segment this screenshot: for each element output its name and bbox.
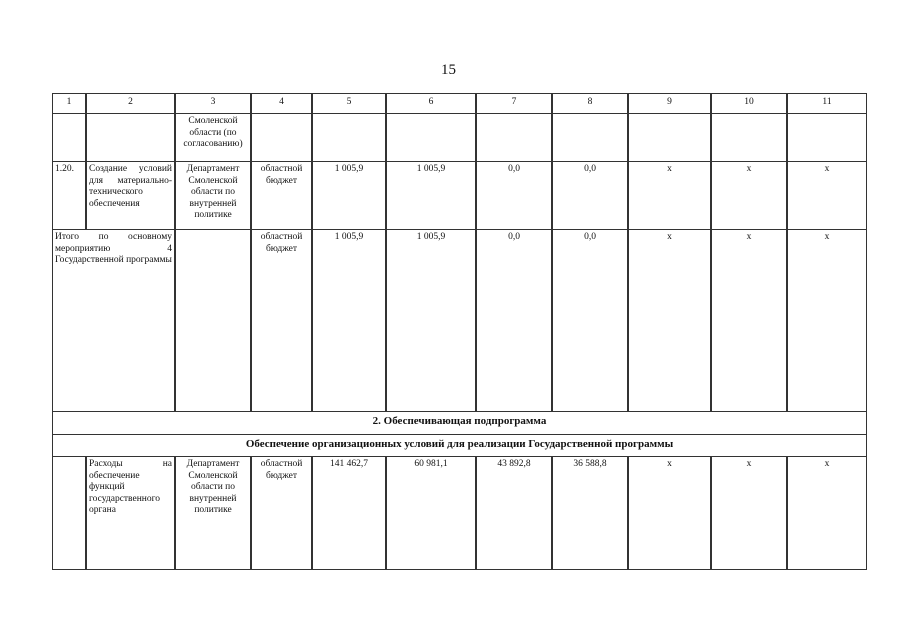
total-row-col-9: х	[628, 229, 711, 412]
cont-cell-10	[711, 113, 787, 162]
header-col-8: 8	[552, 93, 628, 114]
expenses-row-executor: Департамент Смоленской области по внутренней политике	[175, 456, 251, 570]
header-col-5: 5	[312, 93, 386, 114]
header-col-4: 4	[251, 93, 312, 114]
cont-cell-2	[86, 113, 175, 162]
header-col-6: 6	[386, 93, 476, 114]
header-col-7: 7	[476, 93, 552, 114]
expenses-row-col-5: 141 462,7	[312, 456, 386, 570]
total-row-col-11: х	[787, 229, 867, 412]
expenses-row-name: Расходы на обеспечение функций государственного органа	[86, 456, 175, 570]
header-col-10: 10	[711, 93, 787, 114]
cont-cell-3: Смоленской области (по согласованию)	[175, 113, 251, 162]
row-120-col-10: х	[711, 161, 787, 230]
cont-cell-6	[386, 113, 476, 162]
expenses-row-source: областной бюджет	[251, 456, 312, 570]
cont-cell-1	[52, 113, 86, 162]
expenses-row-number	[52, 456, 86, 570]
expenses-row-col-7: 43 892,8	[476, 456, 552, 570]
total-row-executor	[175, 229, 251, 412]
cont-cell-11	[787, 113, 867, 162]
total-row-col-7: 0,0	[476, 229, 552, 412]
header-col-3: 3	[175, 93, 251, 114]
row-120-col-7: 0,0	[476, 161, 552, 230]
cont-cell-5	[312, 113, 386, 162]
expenses-row-col-11: х	[787, 456, 867, 570]
budget-table	[52, 93, 867, 570]
header-col-11: 11	[787, 93, 867, 114]
expenses-row-col-8: 36 588,8	[552, 456, 628, 570]
cont-cell-4	[251, 113, 312, 162]
row-120-col-6: 1 005,9	[386, 161, 476, 230]
row-120-col-9: х	[628, 161, 711, 230]
expenses-row-col-10: х	[711, 456, 787, 570]
cont-cell-9	[628, 113, 711, 162]
row-120-col-5: 1 005,9	[312, 161, 386, 230]
total-row-col-8: 0,0	[552, 229, 628, 412]
total-row-col-5: 1 005,9	[312, 229, 386, 412]
total-row-source: областной бюджет	[251, 229, 312, 412]
expenses-row-col-9: х	[628, 456, 711, 570]
section-subtitle: Обеспечение организационных условий для реализации Государственной программы	[52, 434, 867, 457]
total-row-col-6: 1 005,9	[386, 229, 476, 412]
page-number: 15	[441, 62, 456, 78]
header-col-1: 1	[52, 93, 86, 114]
row-120-number: 1.20.	[52, 161, 86, 230]
row-120-executor: Департамент Смоленской области по внутренней политике	[175, 161, 251, 230]
header-col-2: 2	[86, 93, 175, 114]
row-120-name: Создание условий для материально-технического обеспечения	[86, 161, 175, 230]
total-row-label: Итого по основному мероприятию 4 Государственной программы	[52, 229, 175, 412]
section-title: 2. Обеспечивающая подпрограмма	[52, 411, 867, 435]
row-120-col-8: 0,0	[552, 161, 628, 230]
expenses-row-col-6: 60 981,1	[386, 456, 476, 570]
header-col-9: 9	[628, 93, 711, 114]
total-row-col-10: х	[711, 229, 787, 412]
cont-cell-8	[552, 113, 628, 162]
cont-cell-7	[476, 113, 552, 162]
row-120-col-11: х	[787, 161, 867, 230]
row-120-source: областной бюджет	[251, 161, 312, 230]
